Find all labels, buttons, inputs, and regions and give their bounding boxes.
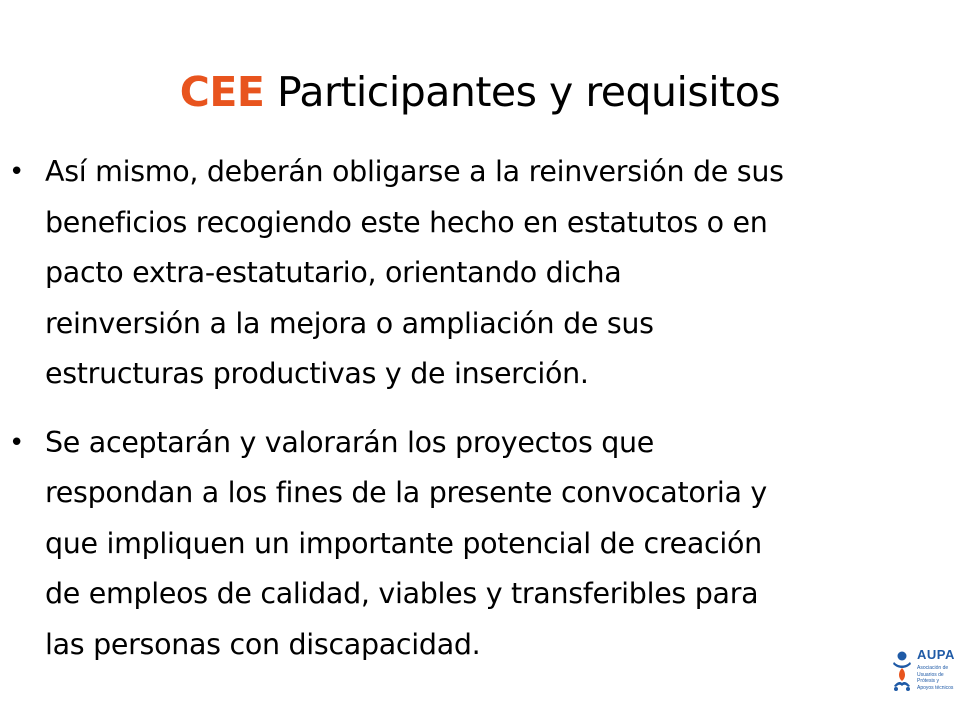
logo-subtitle-line: Asociación de <box>917 665 949 671</box>
aupa-logo <box>891 646 955 716</box>
bullet-icon: • <box>9 427 25 458</box>
bullet-line: respondan a los fines de la presente convocatoria y <box>45 476 767 509</box>
logo-subtitle-line: Usuarios de <box>917 671 944 678</box>
bullet-line: Así mismo, deberán obligarse a la reinversión de sus <box>45 155 784 188</box>
logo-subtitle-line: Apoyos técnicos <box>917 684 954 691</box>
bullet-line: Se aceptarán y valorarán los proyectos que <box>45 425 655 459</box>
bullet-list <box>9 147 945 688</box>
bullet-line: beneficios recogiendo este hecho en estatutos o en <box>45 205 768 239</box>
bullet-item <box>9 418 945 671</box>
logo-subtitle <box>917 665 957 691</box>
bullet-line: de empleos de calidad, viables y transferibles para <box>45 577 759 610</box>
bullet-line: estructuras productivas y de inserción. <box>45 357 589 390</box>
bullet-line: pacto extra-estatutario, orientando dicha <box>45 256 622 289</box>
bullet-line: que impliquen un importante potencial de creación <box>45 526 762 560</box>
title-accent: CEE <box>179 68 265 116</box>
bullet-icon: • <box>9 157 25 187</box>
logo-subtitle-line: Prótesis y <box>917 678 939 684</box>
title-text: Participantes y requisitos <box>276 68 781 116</box>
logo-name: AUPA <box>917 647 955 662</box>
slide-title <box>0 62 960 122</box>
bullet-line: las personas con discapacidad. <box>45 627 481 661</box>
person-figure-icon <box>891 650 913 692</box>
bullet-item <box>9 147 945 400</box>
bullet-line: reinversión a la mejora o ampliación de sus <box>45 306 654 340</box>
